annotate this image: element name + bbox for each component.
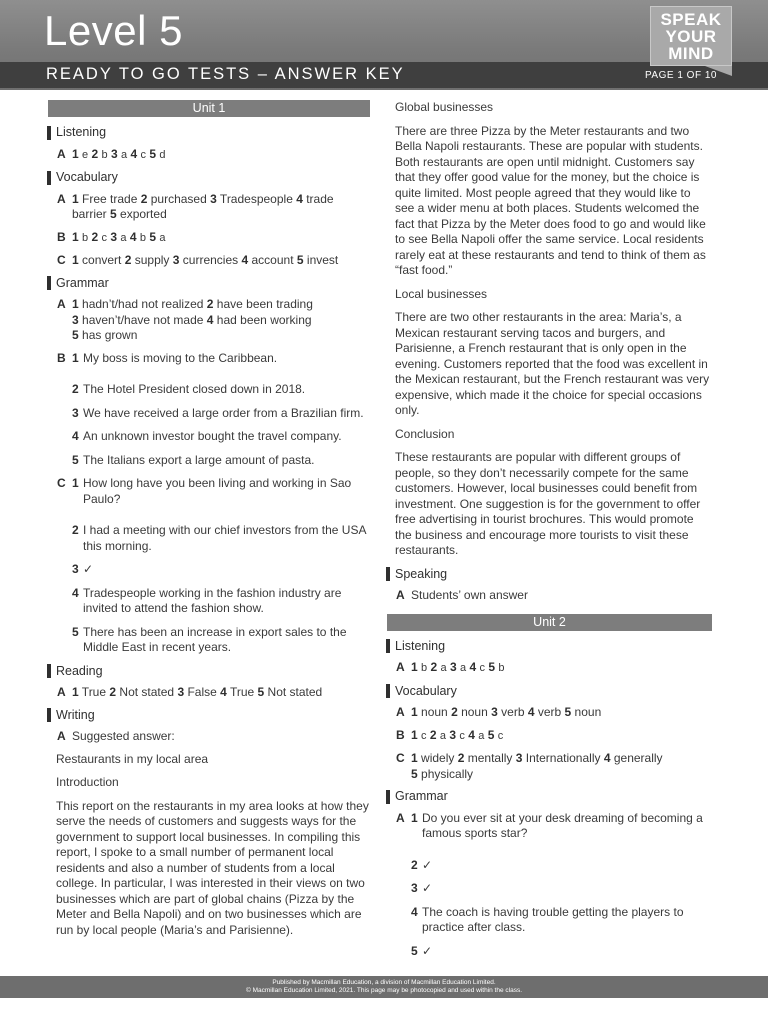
exercise-letter: A [396,660,405,674]
item-number: 4 [72,429,79,443]
answer-text: 1 True 2 Not stated 3 False 4 True 5 Not stated [72,685,323,699]
report-subheading-conclusion: Conclusion [395,426,455,441]
section-title: Grammar [395,789,448,803]
exercise-letter: B [396,727,405,742]
item-text: There has been an increase in export sales to the Middle East in recent years. [83,624,347,654]
answer-row [48,230,370,247]
section-grammar [386,789,712,805]
logo-word-1: SPEAK [660,9,722,29]
section-vocabulary [47,170,370,186]
report-subheading-introduction: Introduction [56,775,119,789]
level-title: Level 5 [44,7,183,54]
section-title: Speaking [395,566,448,581]
item-text: I had a meeting with our chief investors from the USA this morning. [83,523,366,553]
exercise-letter: B [57,350,66,365]
section-title: Listening [395,638,446,653]
item-number: 4 [72,585,79,600]
section-title: Reading [56,663,103,678]
item-number: 2 [411,857,418,872]
section-vocabulary [386,684,712,700]
section-marker [386,567,390,581]
section-title: Writing [56,707,95,722]
report-paragraph: This report on the restaurants in my area looks at how they serve the needs of customers and suggests ways for the government to support local businesses. In compiling this report, I spoke to a small number of permanent local residents and also a number of students from a local college. In particular, I was interested in their views on two businesses which are part of global chains (Pizza by the Meter and Bella Napoli) and on two businesses which are run by local people (Maria’s and Parisienne). [56,798,369,937]
section-grammar [47,276,370,292]
item-number: 5 [411,943,418,958]
section-marker [47,664,51,678]
speak-your-mind-logo [650,6,732,66]
answer-item [72,351,370,367]
answer-text: Students’ own answer [411,588,528,602]
item-text: My boss is moving to the Caribbean. [83,350,278,365]
section-listening [386,639,712,655]
answer-row [48,685,370,701]
exercise-letter: A [57,297,66,311]
item-number: 5 [72,624,79,639]
suggested-answer-label: Suggested answer: [72,729,175,743]
answer-list [406,811,712,850]
report-paragraph: There are three Pizza by the Meter restaurants and two Bella Napoli restaurants. These are popular with students. Both restaurants are open until midnight. Customers say that they offer good value for the money, but the choice is quite limited. Most people agreed that they would like to see a wider menu at both places. Students welcomed the fact that Pizza by the Meter does food to go and would like to see Bella Napoli offer the same service. Local residents rarely eat at these restaurants and tend to think of them as “fast food.” [395,123,706,277]
answer-item [72,586,370,617]
footer-copyright: © Macmillan Education Limited, 2021. This page may be photocopied and used within the class. [245,987,523,994]
answer-row [48,147,370,164]
logo-corner [705,66,732,76]
exercise-letter: A [57,191,66,206]
report-heading: Restaurants in my local area [56,751,209,766]
section-title: Vocabulary [395,683,457,698]
answer-list [67,351,370,375]
checkmark: ✓ [83,562,94,576]
answer-row [387,751,712,782]
answer-list [67,476,370,515]
right-column [387,100,712,967]
exercise-letter: A [57,729,66,743]
answer-row [48,476,370,515]
item-number: 2 [72,382,79,396]
answer-row [387,728,712,745]
item-number: 1 [72,476,79,490]
item-number: 3 [72,405,79,420]
item-number: 3 [411,881,418,895]
answer-text: 1 b 2 a 3 a 4 c 5 b [411,660,505,674]
item-number: 1 [411,810,418,825]
item-text: An unknown investor bought the travel company. [83,429,342,443]
answer-row [387,811,712,850]
exercise-letter: A [396,810,405,825]
answer-row [387,705,712,721]
left-column [48,100,370,946]
item-text: We have received a large order from a Brazilian firm. [83,405,364,420]
answer-item [411,811,712,842]
answer-item [411,944,712,960]
checkmark: ✓ [422,857,433,872]
exercise-letter: A [396,705,405,719]
checkmark: ✓ [422,943,433,958]
item-number: 2 [72,523,79,537]
section-listening [47,125,370,141]
answer-row [387,588,712,604]
item-number: 1 [72,350,79,365]
answer-item [411,881,712,897]
answer-item [72,523,370,554]
exercise-letter: C [57,253,66,267]
report-paragraph: There are two other restaurants in the area: Maria’s, a Mexican restaurant serving tacos and burgers, and Parisienne, a French restaurant that is only open in the evening. Customers reported that the food was excellent in the Mexican restaurant, but the French restaurant was very expensive, which made it the choice for special occasions only. [395,310,710,417]
section-marker [47,708,51,722]
unit-1-bar: Unit 1 [48,100,370,117]
section-marker [47,171,51,185]
page-number: PAGE 1 OF 10 [645,70,717,81]
section-marker [386,790,390,804]
answer-text: 1 c 2 a 3 c 4 a 5 c [411,727,504,742]
section-title: Listening [56,125,107,139]
section-marker [47,276,51,290]
item-number: 5 [72,452,79,467]
exercise-letter: A [57,146,66,161]
answer-row [48,297,370,344]
section-writing [47,708,370,724]
answer-text: 1 e 2 b 3 a 4 c 5 d [72,146,166,161]
logo-word-3: MIND [668,43,714,63]
section-reading [47,664,370,680]
answer-item [72,453,370,469]
item-text: How long have you been living and working in Sao Paulo? [83,476,352,506]
item-text: The Italians export a large amount of pasta. [83,452,315,467]
item-number: 3 [72,562,79,576]
answer-row [48,351,370,375]
answer-item [72,406,370,422]
answer-row [48,253,370,269]
item-text: Tradespeople working in the fashion industry are invited to attend the fashion show. [83,585,342,615]
exercise-letter: C [57,476,66,490]
answer-item [72,476,370,507]
section-marker [47,126,51,140]
answer-text: 1 widely 2 mentally 3 Internationally 4 generally 5 physically [411,751,663,781]
page-footer [0,976,768,998]
answer-item [72,429,370,445]
item-text: Do you ever sit at your desk dreaming of becoming a famous sports star? [422,810,703,840]
exercise-letter: C [396,751,405,765]
section-title: Grammar [56,275,109,290]
answer-item [72,562,370,578]
logo-word-2: YOUR [665,26,717,46]
checkmark: ✓ [422,881,433,895]
answer-text: 1 b 2 c 3 a 4 b 5 a [72,229,166,244]
answer-row [48,192,370,223]
exercise-letter: A [57,685,66,699]
item-text: The Hotel President closed down in 2018. [83,382,306,396]
item-number: 4 [411,904,418,919]
item-text: The coach is having trouble getting the players to practice after class. [422,904,684,934]
answer-item [72,382,370,398]
answer-item [411,858,712,874]
footer-publisher: Published by Macmillan Education, a division of Macmillan Education Limited. [272,979,496,986]
answer-text: 1 hadn’t/had not realized 2 have been trading 3 haven’t/have not made 4 had been working 5 has grown [72,297,313,342]
answer-item [411,905,712,936]
answer-text: 1 convert 2 supply 3 currencies 4 account 5 invest [72,253,339,267]
exercise-letter: A [396,588,405,602]
unit-2-bar: Unit 2 [387,614,712,631]
report-subheading-local: Local businesses [395,286,488,301]
answer-item [72,625,370,656]
section-marker [386,639,390,653]
exercise-letter: B [57,229,66,244]
report-paragraph: These restaurants are popular with different groups of people, so they don’t necessarily compete for the same customers. However, local businesses could benefit from investment. One suggestion is for the government to offer free advertising in tourist brochures. This would promote the business and encourage more tourists to visit these restaurants. [395,450,701,557]
section-title: Vocabulary [56,170,118,184]
answer-row [387,660,712,677]
answer-text: 1 noun 2 noun 3 verb 4 verb 5 noun [411,705,602,719]
answer-row [48,729,370,745]
report-subheading-global: Global businesses [395,100,494,114]
section-speaking [386,567,712,583]
page-header [0,0,768,90]
document-subtitle: READY TO GO TESTS – ANSWER KEY [46,65,405,83]
answer-text: 1 Free trade 2 purchased 3 Tradespeople 4 trade barrier 5 exported [72,191,334,221]
section-marker [386,684,390,698]
